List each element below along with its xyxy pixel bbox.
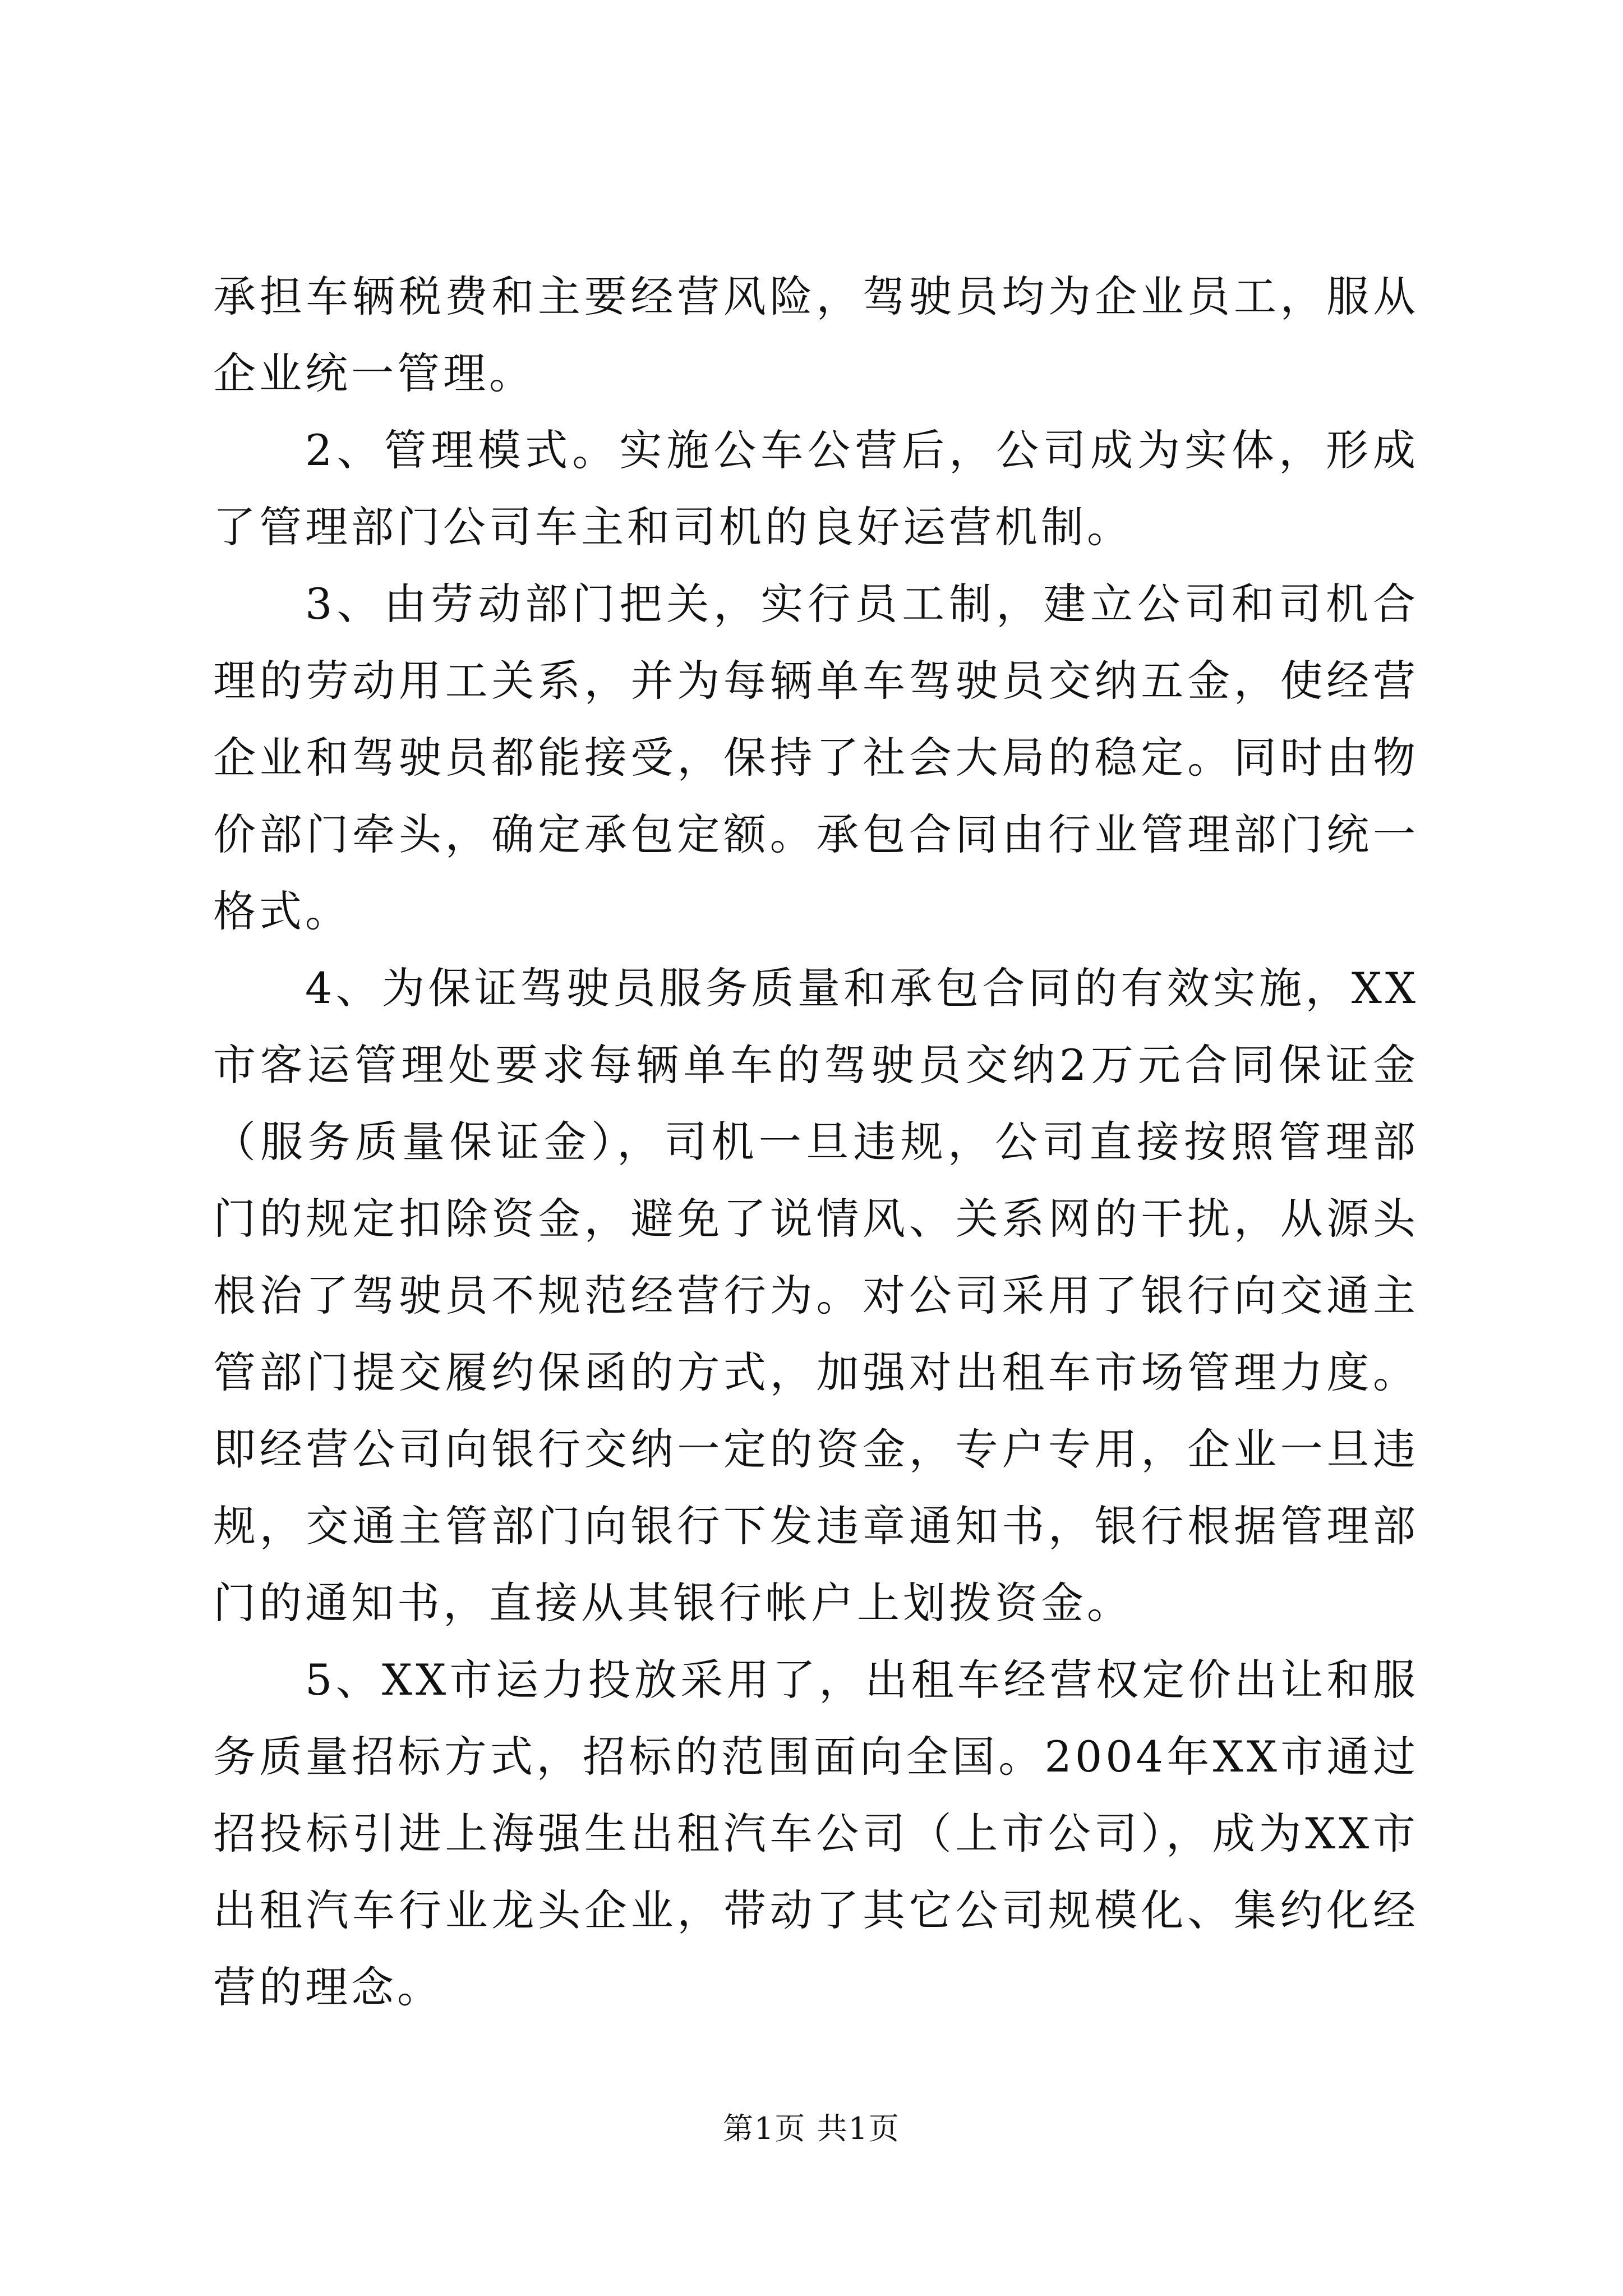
paragraph-item-3: 3、由劳动部门把关，实行员工制，建立公司和司机合理的劳动用工关系，并为每辆单车驾驶员交纳五金，使经营企业和驾驶员都能接受，保持了社会大局的稳定。同时由物价部门牵头，确定承包定额。承包合同由行业管理部门统一格式。 [213,579,1419,936]
paragraph-item-4: 4、为保证驾驶员服务质量和承包合同的有效实施，XX市客运管理处要求每辆单车的驾驶员交纳2万元合同保证金（服务质量保证金），司机一旦违规，公司直接按照管理部门的规定扣除资金，避免了说情风、关系网的干扰，从源头根治了驾驶员不规范经营行为。对公司采用了银行向交通主管部门提交履约保函的方式，加强对出租车市场管理力度。即经营公司向银行交纳一定的资金，专户专用，企业一旦违规，交通主管部门向银行下发违章通知书，银行根据管理部门的通知书，直接从其银行帐户上划拨资金。 [213,963,1419,1628]
document-body [213,258,1419,2026]
paragraph-item-5: 5、XX市运力投放采用了，出租车经营权定价出让和服务质量招标方式，招标的范围面向全国。2004年XX市通过招投标引进上海强生出租汽车公司（上市公司），成为XX市出租汽车行业龙头企业，带动了其它公司规模化、集约化经营的理念。 [213,1655,1419,2012]
page-footer: 第1页 共1页 [723,2111,900,2146]
paragraph-item-2: 2、管理模式。实施公车公营后，公司成为实体，形成了管理部门公司车主和司机的良好运营机制。 [213,425,1419,552]
paragraph-continuation: 承担车辆税费和主要经营风险，驾驶员均为企业员工，服从企业统一管理。 [213,272,1419,398]
